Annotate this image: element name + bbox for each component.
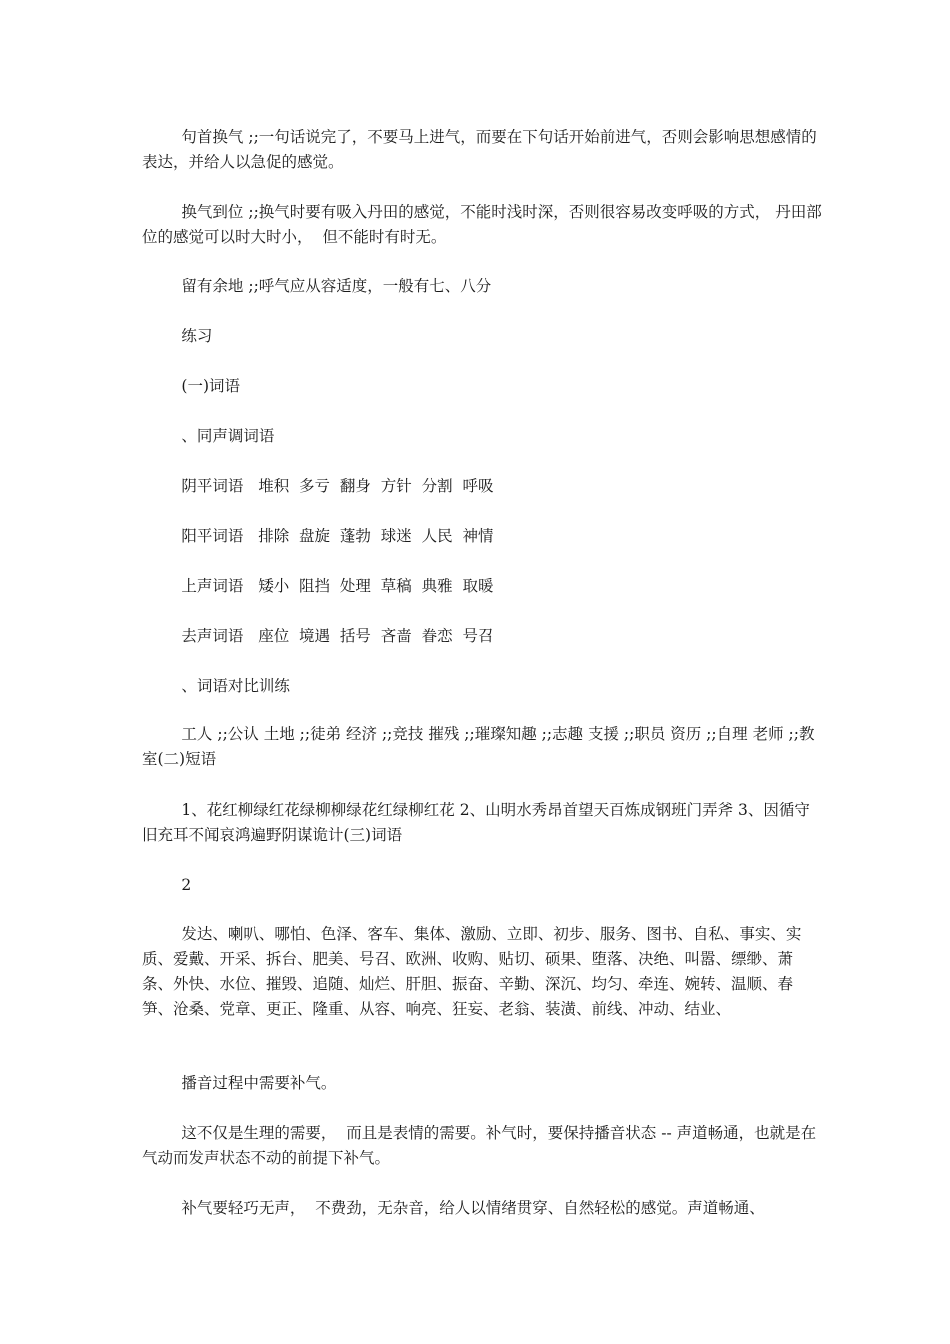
heading-words: (一)词语 [142, 377, 241, 395]
paragraph-word-list: 发达、喇叭、哪怕、色泽、客车、集体、激励、立即、初步、服务、图书、自私、事实、实质、爱戴、开采、拆台、肥美、号召、欧洲、收购、贴切、硕果、堕落、决绝、叫嚣、缥缈、萧条、外快、水位、摧毁、追随、灿烂、肝胆、振奋、辛勤、深沉、均匀、牵连、婉转、温顺、春笋、沧桑、党章、更正、隆重、从容、响亮、狂妄、老翁、装潢、前线、冲动、结业、 [142, 925, 802, 1018]
paragraph-physiological-need: 这不仅是生理的需要， 而且是表情的需要。补气时，要保持播音状态 -- 声道畅通，也就是在气动而发声状态不动的前提下补气。 [142, 1124, 817, 1167]
paragraph-leave-room: 留有余地 ;;呼气应从容适度，一般有七、八分 [142, 277, 492, 295]
paragraph-supplement-breath: 播音过程中需要补气。 [142, 1074, 337, 1092]
heading-word-contrast: 、词语对比训练 [142, 677, 290, 695]
heading-practice: 练习 [142, 327, 213, 345]
page-number: 2 [142, 876, 192, 894]
line-fourth-tone-words: 去声词语 座位 境遇 括号 吝啬 眷恋 号召 [142, 627, 494, 645]
paragraph-light-breath: 补气要轻巧无声， 不费劲，无杂音，给人以情绪贯穿、自然轻松的感觉。声道畅通、 [142, 1199, 765, 1217]
paragraph-phrases: 1、花红柳绿红花绿柳柳绿花红绿柳红花 2、山明水秀昂首望天百炼成钢班门弄斧 3、因循守旧充耳不闻哀鸿遍野阴谋诡计(三)词语 [142, 801, 810, 844]
line-second-tone-words: 阳平词语 排除 盘旋 蓬勃 球迷 人民 神情 [142, 527, 494, 545]
line-first-tone-words: 阴平词语 堆积 多亏 翻身 方针 分割 呼吸 [142, 477, 494, 495]
paragraph-sentence-start-breath: 句首换气 ;;一句话说完了，不要马上进气，而要在下句话开始前进气，否则会影响思想感情的表达，并给人以急促的感觉。 [142, 128, 817, 171]
paragraph-breath-in-place: 换气到位 ;;换气时要有吸入丹田的感觉，不能时浅时深，否则很容易改变呼吸的方式， 丹田部位的感觉可以时大时小， 但不能时有时无。 [142, 203, 822, 246]
paragraph-word-contrast: 工人 ;;公认 土地 ;;徒弟 经济 ;;竞技 摧残 ;;璀璨知趣 ;;志趣 支援 ;;职员 资历 ;;自理 老师 ;;教室(二)短语 [142, 725, 815, 768]
heading-same-tone-words: 、同声调词语 [142, 427, 275, 445]
line-third-tone-words: 上声词语 矮小 阻挡 处理 草稿 典雅 取暖 [142, 577, 494, 595]
